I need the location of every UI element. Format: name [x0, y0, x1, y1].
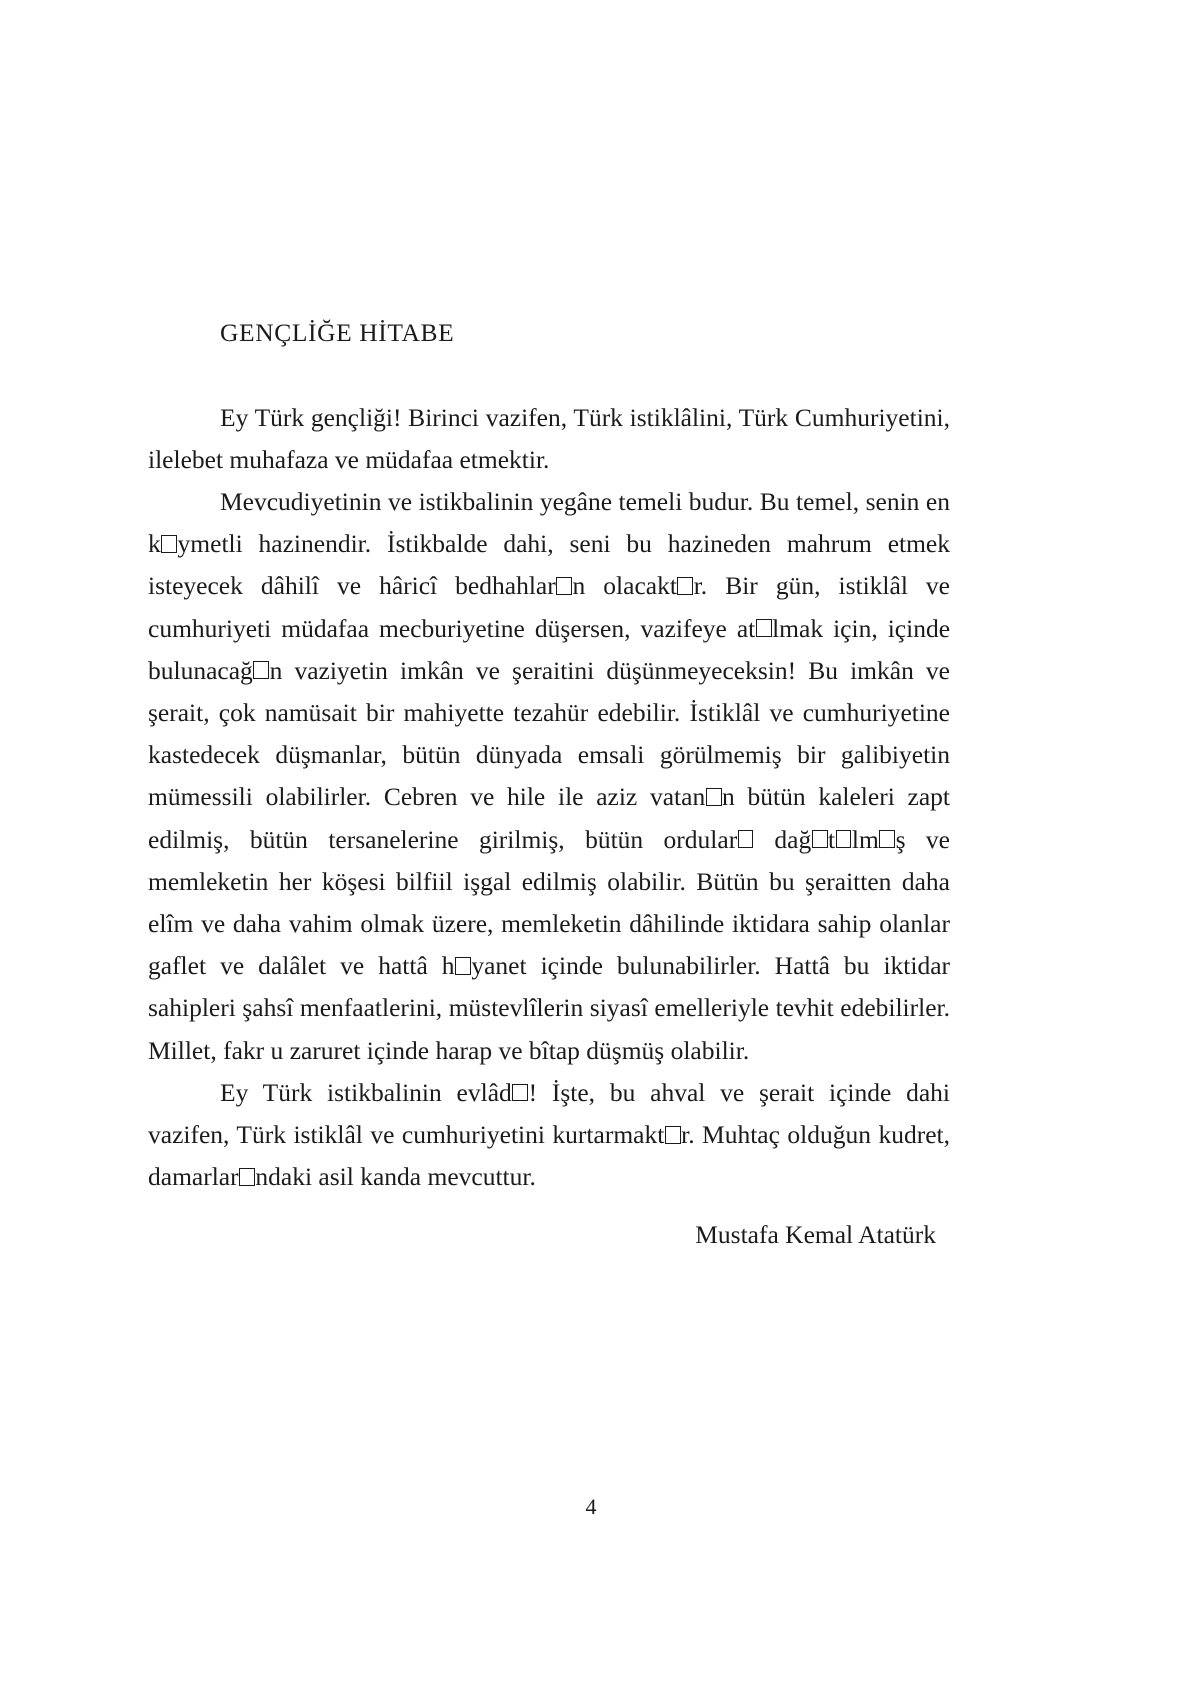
missing-glyph-box [253, 661, 269, 679]
document-body [148, 318, 950, 1257]
missing-glyph-box [677, 577, 693, 595]
paragraph-3: Ey Türk istikbalinin evlâd ! İşte, bu ahval ve şerait içinde dahi vazifen, Türk istiklâl ve cumhuriyetini kurtarmakt r. Muhtaç olduğun kudret, damarlar ndaki asil kanda mevcuttur. [148, 1077, 951, 1192]
paragraph-1: Ey Türk gençliği! Birinci vazifen, Türk istiklâlini, Türk Cumhuriyetini, ilelebet muhafaza ve müdafaa etmektir. [148, 402, 950, 474]
missing-glyph-box [665, 1126, 681, 1144]
page-title: GENÇLİĞE HİTABE [220, 318, 455, 347]
missing-glyph-box [756, 619, 772, 637]
paragraph-2: Mevcudiyetinin ve istikbalinin yegâne temeli budur. Bu temel, senin en k ymetli hazinendir. İstikbalde dahi, seni bu hazineden mahrum etmek isteyecek dâhilî ve hâricî bedhahlar n olacakt r. Bir gün, istiklâl ve cumhuriyeti müdafaa mecburiyetine düşersen, vazifeye at lmak için, içinde bulunacağ n vaziyetin imkân ve şeraitini düşünmeyeceksin! Bu imkân ve şerait, çok namüsait bir mahiyette tezahür edebilir. İstiklâl ve cumhuriyetine kastedecek düşmanlar, bütün dünyada emsali görülmemiş bir galibiyetin mümessili olabilirler. Cebren ve hile ile aziz vatan n bütün kaleleri zapt edilmiş, bütün tersanelerine girilmiş, bütün ordular dağ t lm ş ve memleketin her köşesi bilfiil işgal edilmiş olabilir. Bütün bu şeraitten daha elîm ve daha vahim olmak üzere, memleketin dâhilinde iktidara sahip olanlar gaflet ve dalâlet ve hattâ h yanet içinde bulunabilirler. Hattâ bu iktidar sahipleri şahsî menfaatlerini, müstevlîlerin siyasî emelleriyle tevhit edebilirler. Millet, fakr u zaruret içinde harap ve bîtap düşmüş olabilir. [148, 487, 951, 1065]
missing-glyph-box [161, 535, 177, 553]
page-number: 4 [585, 1494, 597, 1519]
missing-glyph-box [706, 788, 722, 806]
missing-glyph-box [879, 830, 895, 848]
missing-glyph-box [812, 830, 828, 848]
missing-glyph-box [512, 1084, 528, 1102]
missing-glyph-box [836, 830, 852, 848]
missing-glyph-box [455, 957, 471, 975]
author-signature: Mustafa Kemal Atatürk [695, 1220, 936, 1250]
missing-glyph-box [738, 830, 754, 848]
missing-glyph-box [556, 577, 572, 595]
missing-glyph-box [239, 1168, 255, 1186]
